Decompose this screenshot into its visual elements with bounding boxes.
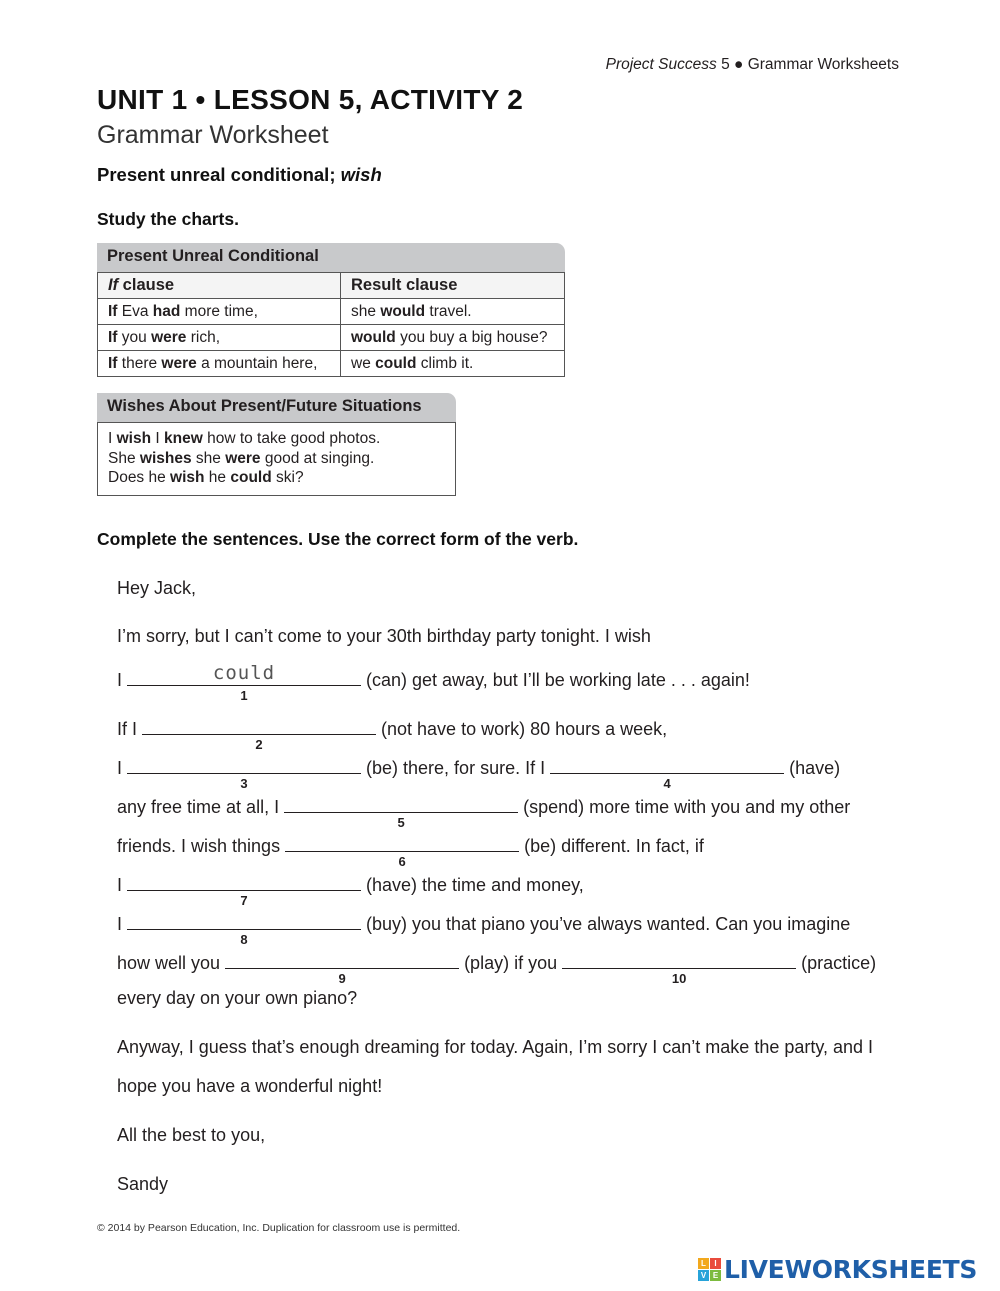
- text: (spend) more time with you and my other: [523, 797, 851, 817]
- logo-block: I: [710, 1258, 721, 1269]
- book-title: Project Success: [605, 56, 717, 73]
- table-row: [98, 351, 565, 377]
- copyright-notice: © 2014 by Pearson Education, Inc. Duplication for classroom use is permitted.: [97, 1222, 461, 1234]
- answer-blank-4[interactable]: [550, 754, 784, 791]
- answer-blank-8[interactable]: [127, 910, 361, 947]
- example-line: [108, 449, 445, 469]
- text: there: [117, 354, 162, 372]
- bold-word: could: [230, 469, 272, 486]
- page-subtitle: Grammar Worksheet: [97, 121, 329, 149]
- bold-word: would: [380, 302, 426, 320]
- bold-word: were: [151, 328, 187, 346]
- letter-line: hope you have a wonderful night!: [117, 1076, 383, 1096]
- text: (practice): [801, 953, 877, 973]
- col-result-clause: Result clause: [341, 273, 565, 299]
- blank-number: 4: [663, 776, 671, 791]
- text: she: [351, 302, 381, 320]
- text: I: [117, 758, 123, 778]
- blank-number: 6: [398, 854, 406, 869]
- text: I: [117, 670, 123, 690]
- answer-blank-5[interactable]: [284, 793, 518, 830]
- answer-blank-6[interactable]: [285, 832, 519, 869]
- text: climb it.: [416, 354, 474, 372]
- text: Does he: [108, 469, 171, 486]
- bold-word: were: [225, 449, 261, 467]
- instruction-complete: Complete the sentences. Use the correct form of the verb.: [97, 529, 579, 549]
- example-line: [108, 429, 445, 449]
- text: I: [151, 430, 164, 447]
- if-clause-cell: [98, 351, 341, 377]
- letter-line: [117, 662, 750, 703]
- letter-line: [117, 715, 668, 752]
- letter-line: I’m sorry, but I can’t come to your 30th birthday party tonight. I wish: [117, 626, 651, 646]
- bold-word: wishes: [139, 449, 192, 467]
- letter-line: [117, 949, 877, 986]
- logo-block: L: [698, 1258, 709, 1269]
- result-clause-cell: [341, 351, 565, 377]
- text: we: [351, 354, 376, 372]
- col-if-clause: [98, 273, 341, 299]
- letter-line: [117, 754, 841, 791]
- text: how to take good photos.: [202, 430, 381, 447]
- running-header: [606, 56, 899, 74]
- chart-present-unreal-conditional: [97, 243, 565, 377]
- answer-text: could: [212, 662, 276, 684]
- result-clause-cell: [341, 325, 565, 351]
- chart2-body: [97, 422, 456, 496]
- blank-number: 9: [338, 971, 346, 986]
- text: (not have to work) 80 hours a week,: [381, 719, 668, 739]
- logo-block: E: [710, 1270, 721, 1281]
- letter-closing: All the best to you,: [117, 1125, 266, 1145]
- page-title: UNIT 1 • LESSON 5, ACTIVITY 2: [97, 84, 524, 115]
- blank-number: 1: [240, 688, 248, 703]
- col1-italic: If: [108, 276, 119, 294]
- bold-word: If: [108, 328, 118, 346]
- result-clause-cell: [341, 299, 565, 325]
- blank-number: 10: [671, 971, 687, 986]
- topic-italic: wish: [340, 164, 382, 185]
- text: any free time at all, I: [117, 797, 280, 817]
- blank-number: 7: [240, 893, 248, 908]
- text: (can) get away, but I’ll be working late . . . again!: [366, 670, 750, 690]
- header-section: Grammar Worksheets: [747, 56, 899, 73]
- answer-blank-10[interactable]: [562, 949, 796, 986]
- bold-word: had: [152, 302, 181, 320]
- chart-wishes: [97, 393, 456, 496]
- text: she: [191, 449, 226, 467]
- liveworksheets-logo: [698, 1255, 977, 1284]
- text: (play) if you: [464, 953, 558, 973]
- text: (buy) you that piano you’ve always wanted. Can you imagine: [366, 914, 851, 934]
- blank-number: 8: [240, 932, 248, 947]
- bold-word: wish: [116, 430, 152, 447]
- bold-word: were: [161, 354, 197, 372]
- answer-blank-3[interactable]: [127, 754, 361, 791]
- text: how well you: [117, 953, 221, 973]
- instruction-study: Study the charts.: [97, 209, 239, 229]
- text: travel.: [425, 302, 472, 320]
- text: I: [108, 430, 117, 447]
- chart1-table: [97, 272, 565, 377]
- text: more time,: [180, 302, 258, 320]
- answer-blank-2[interactable]: [142, 715, 376, 752]
- text: a mountain here,: [196, 354, 318, 372]
- bold-word: If: [108, 354, 118, 372]
- letter-line: Anyway, I guess that’s enough dreaming for today. Again, I’m sorry I can’t make the party, and I: [117, 1037, 874, 1057]
- logo-text: LIVEWORKSHEETS: [724, 1255, 978, 1284]
- chart1-header-row: [98, 273, 565, 299]
- bold-word: If: [108, 302, 118, 320]
- topic-main: Present unreal conditional;: [97, 164, 341, 185]
- letter-line: [117, 793, 851, 830]
- letter-greeting: Hey Jack,: [117, 578, 197, 598]
- letter-line: [117, 871, 584, 908]
- answer-blank-7[interactable]: [127, 871, 361, 908]
- letter-line: [117, 832, 704, 869]
- logo-blocks-icon: [698, 1258, 721, 1281]
- text: ski?: [271, 469, 304, 486]
- text: he: [204, 469, 231, 486]
- text: (have): [789, 758, 841, 778]
- text: (be) there, for sure. If I: [366, 758, 546, 778]
- table-row: [98, 325, 565, 351]
- grammar-topic: [97, 164, 382, 186]
- text: (have) the time and money,: [366, 875, 584, 895]
- bold-word: would: [351, 328, 396, 346]
- header-bullet: ●: [734, 56, 744, 73]
- bold-word: wish: [170, 469, 205, 486]
- example-line: [108, 468, 445, 488]
- text: you buy a big house?: [395, 328, 548, 346]
- text: good at singing.: [260, 449, 375, 467]
- blank-number: 5: [397, 815, 405, 830]
- text: I: [117, 875, 123, 895]
- blank-number: 2: [255, 737, 263, 752]
- answer-blank-9[interactable]: [225, 949, 459, 986]
- letter-signature: Sandy: [117, 1174, 169, 1194]
- text: (be) different. In fact, if: [524, 836, 704, 856]
- text: Eva: [117, 302, 153, 320]
- if-clause-cell: [98, 325, 341, 351]
- book-level: 5: [721, 56, 730, 73]
- letter-line: every day on your own piano?: [117, 988, 358, 1008]
- text: you: [117, 328, 152, 346]
- text: friends. I wish things: [117, 836, 281, 856]
- text: If I: [117, 719, 138, 739]
- letter-line: [117, 910, 851, 947]
- if-clause-cell: [98, 299, 341, 325]
- table-row: [98, 299, 565, 325]
- chart1-title: Present Unreal Conditional: [97, 243, 565, 272]
- bold-word: could: [375, 354, 417, 372]
- col1-rest: clause: [118, 276, 175, 294]
- bold-word: knew: [164, 430, 203, 447]
- blank-number: 3: [240, 776, 248, 791]
- answer-blank-1[interactable]: [127, 662, 361, 703]
- text: rich,: [186, 328, 221, 346]
- text: She: [108, 449, 140, 467]
- logo-block: V: [698, 1270, 709, 1281]
- text: I: [117, 914, 123, 934]
- chart2-title: Wishes About Present/Future Situations: [97, 393, 456, 422]
